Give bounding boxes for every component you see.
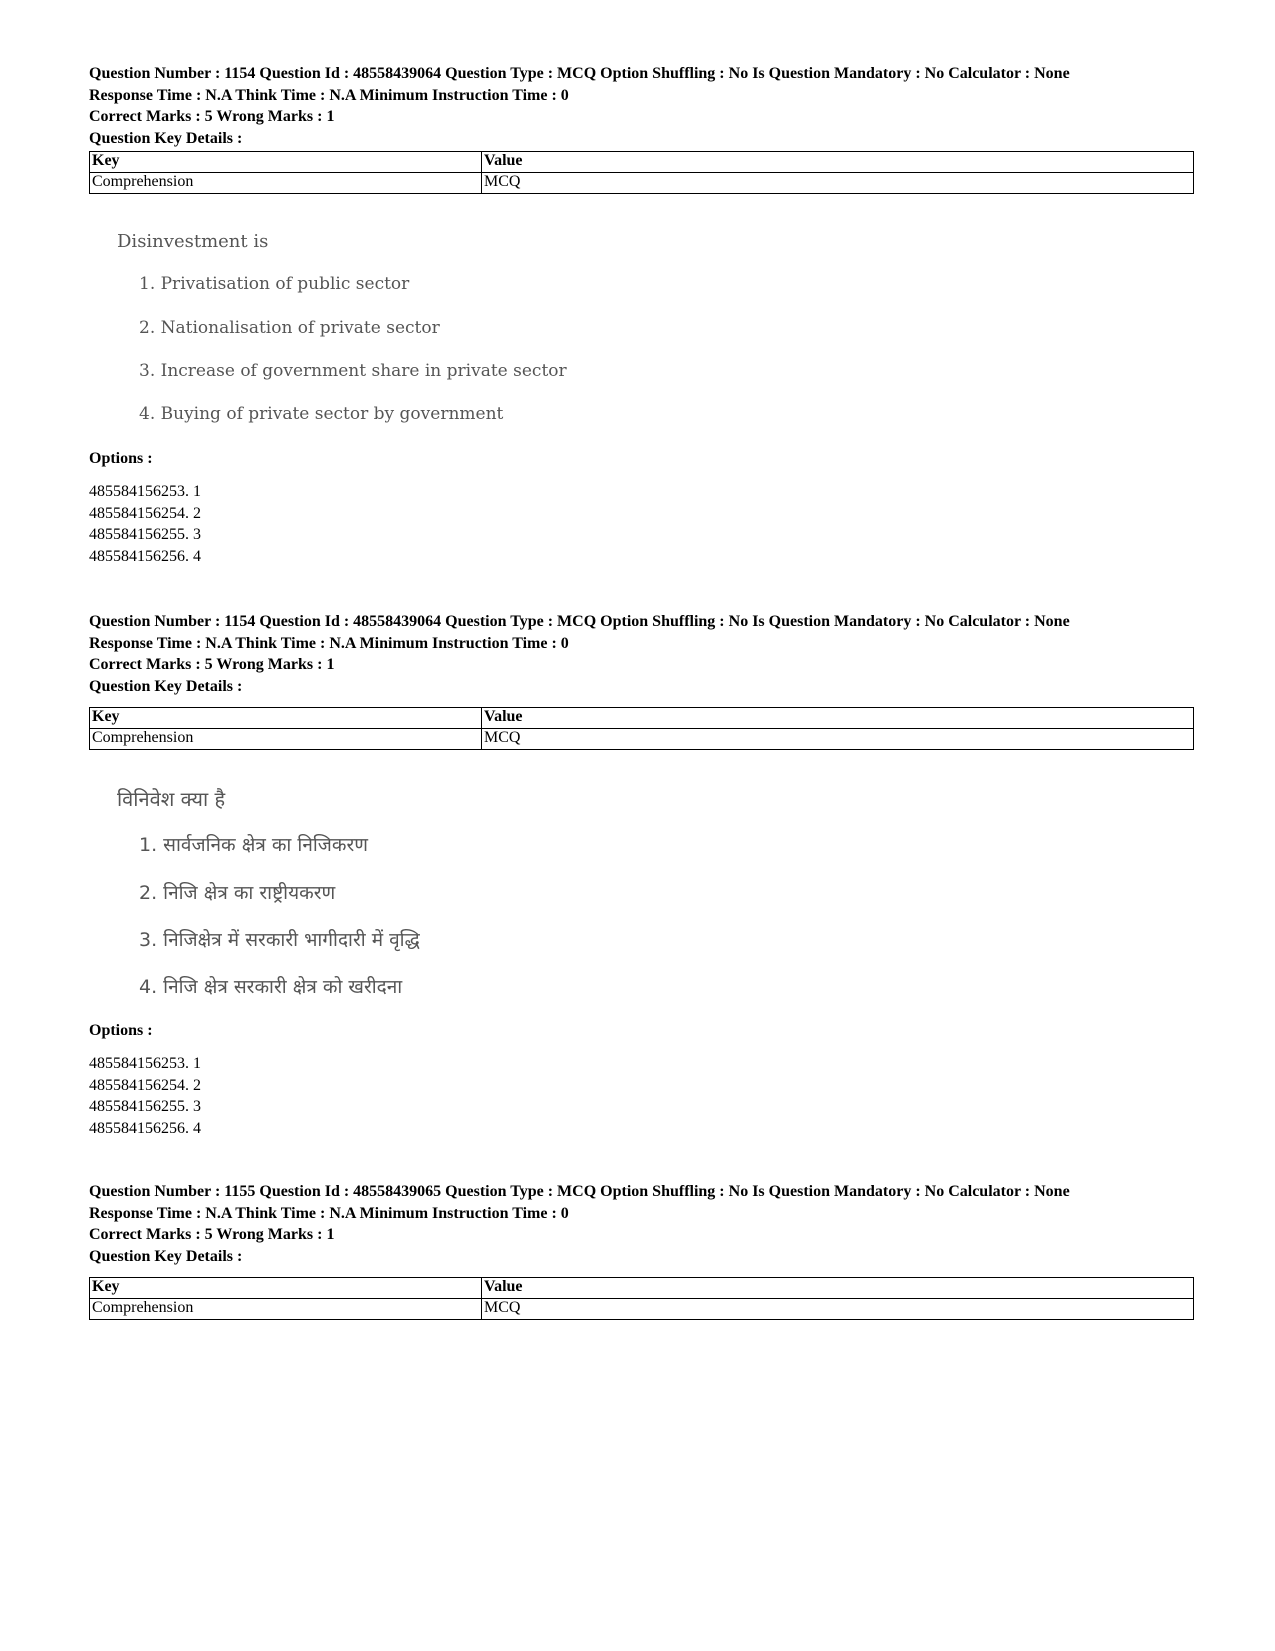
question-meta	[89, 1181, 1194, 1267]
table-cell-key: Comprehension	[90, 729, 482, 750]
table-row	[90, 729, 1194, 750]
question-choice: 3. निजिक्षेत्र में सरकारी भागीदारी में वृद्धि	[139, 929, 420, 951]
table-header-value: Value	[482, 152, 1194, 173]
question-key-details-label: Question Key Details :	[89, 129, 243, 147]
question-key-table	[89, 1277, 1194, 1320]
question-choice: 1. Privatisation of public sector	[139, 274, 410, 294]
option-item: 485584156254. 2	[89, 504, 201, 522]
option-item: 485584156253. 1	[89, 1055, 201, 1072]
option-item: 485584156255. 3	[89, 526, 201, 544]
question-block	[89, 611, 1194, 1137]
table-header-key: Key	[90, 152, 482, 173]
question-choice: 1. सार्वजनिक क्षेत्र का निजिकरण	[139, 834, 368, 856]
question-choice: 2. Nationalisation of private sector	[139, 318, 440, 338]
question-meta-line: Question Number : 1154 Question Id : 48558439064 Question Type : MCQ Option Shuffling : No Is Question Mandatory : No Calculator : None	[89, 65, 1070, 82]
table-header-row	[90, 152, 1194, 173]
option-item: 485584156256. 4	[89, 1119, 201, 1137]
question-meta	[89, 611, 1194, 697]
table-row	[90, 1299, 1194, 1320]
table-header-key: Key	[90, 708, 482, 729]
question-meta-line: Question Number : 1155 Question Id : 48558439065 Question Type : MCQ Option Shuffling : No Is Question Mandatory : No Calculator : None	[89, 1183, 1070, 1200]
options-label: Options :	[89, 1022, 153, 1039]
options-list	[89, 481, 201, 567]
table-cell-value: MCQ	[482, 729, 1194, 750]
question-choice: 4. Buying of private sector by government	[139, 404, 504, 424]
table-cell-key: Comprehension	[90, 1299, 482, 1320]
table-header-row	[90, 708, 1194, 729]
question-choice: 3. Increase of government share in private sector	[139, 361, 567, 381]
question-stem: Disinvestment is	[117, 231, 269, 252]
option-item: 485584156256. 4	[89, 547, 201, 565]
question-choice: 2. निजि क्षेत्र का राष्ट्रीयकरण	[139, 882, 336, 904]
question-key-details-label: Question Key Details :	[89, 677, 243, 695]
question-key-table	[89, 707, 1194, 750]
question-meta-line: Response Time : N.A Think Time : N.A Minimum Instruction Time : 0	[89, 634, 569, 652]
table-header-value: Value	[482, 708, 1194, 729]
question-meta-line: Question Number : 1154 Question Id : 48558439064 Question Type : MCQ Option Shuffling : No Is Question Mandatory : No Calculator : None	[89, 613, 1070, 630]
question-meta-line: Correct Marks : 5 Wrong Marks : 1	[89, 108, 335, 126]
question-stem: विनिवेश क्या है	[117, 787, 226, 811]
question-meta-line: Correct Marks : 5 Wrong Marks : 1	[89, 1226, 335, 1244]
table-header-row	[90, 1278, 1194, 1299]
options-label: Options :	[89, 450, 153, 467]
question-block	[89, 63, 1194, 565]
table-row	[90, 173, 1194, 194]
question-meta-line: Response Time : N.A Think Time : N.A Minimum Instruction Time : 0	[89, 1204, 569, 1222]
question-meta-line: Response Time : N.A Think Time : N.A Minimum Instruction Time : 0	[89, 86, 569, 104]
question-key-table	[89, 151, 1194, 194]
table-cell-value: MCQ	[482, 1299, 1194, 1320]
option-item: 485584156254. 2	[89, 1076, 201, 1094]
question-key-details-label: Question Key Details :	[89, 1247, 243, 1265]
table-header-key: Key	[90, 1278, 482, 1299]
option-item: 485584156253. 1	[89, 483, 201, 500]
table-cell-key: Comprehension	[90, 173, 482, 194]
table-cell-value: MCQ	[482, 173, 1194, 194]
question-meta-line: Correct Marks : 5 Wrong Marks : 1	[89, 656, 335, 674]
question-block	[89, 1181, 1194, 1320]
options-list	[89, 1053, 201, 1139]
question-choice: 4. निजि क्षेत्र सरकारी क्षेत्र को खरीदना	[139, 976, 403, 998]
question-meta	[89, 63, 1194, 149]
option-item: 485584156255. 3	[89, 1098, 201, 1116]
table-header-value: Value	[482, 1278, 1194, 1299]
